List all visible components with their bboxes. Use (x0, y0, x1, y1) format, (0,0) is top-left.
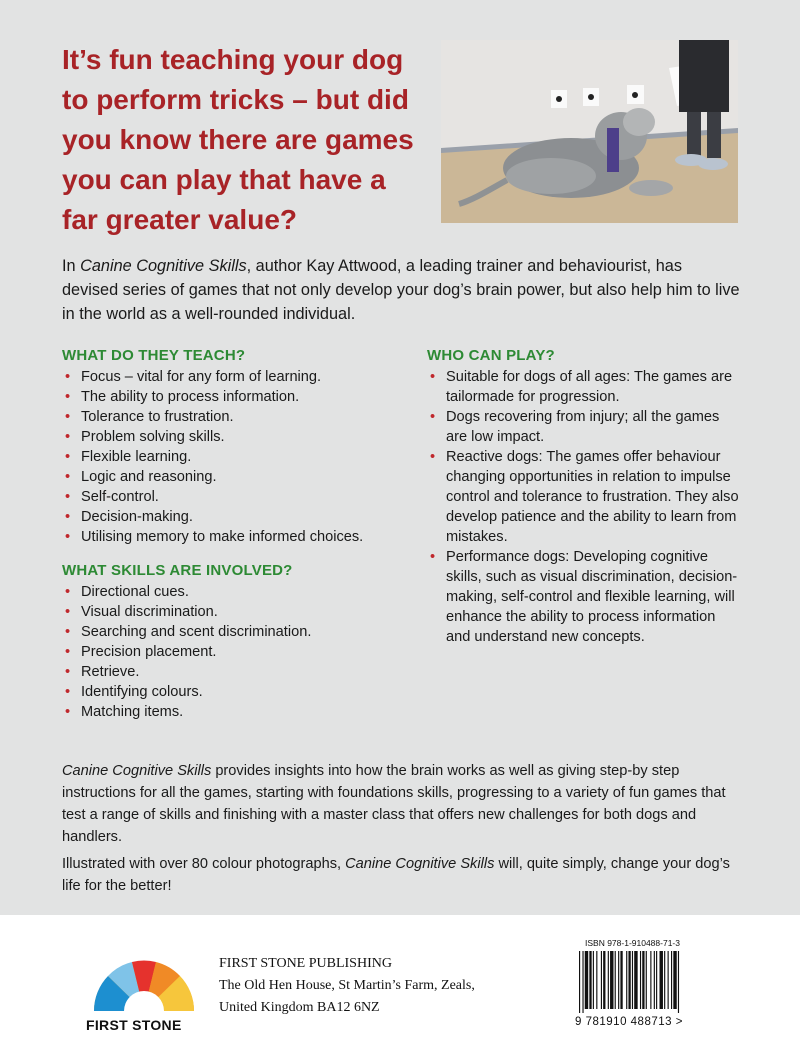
skills-title: WHAT SKILLS ARE INVOLVED? (62, 562, 293, 579)
first-stone-logo-icon (90, 957, 198, 1018)
skills-list (62, 582, 417, 722)
list-item: • Searching and scent discrimination. (62, 622, 417, 642)
intro-book-title: Canine Cognitive Skills (80, 257, 247, 275)
para1-rest: provides insights into how the brain works as well as giving step-by step instructions for all the games, starting with foundations skills, progressing to a variety of fun games that test a range of skills and finishing with a master class that offers new challenges for both dogs and handlers. (62, 763, 726, 845)
barcode-bar (582, 951, 583, 1013)
para1-book-title: Canine Cognitive Skills (62, 763, 212, 779)
list-item: • Utilising memory to make informed choices. (62, 527, 417, 547)
left-column (62, 346, 417, 722)
list-item: • Focus – vital for any form of learning. (62, 367, 417, 387)
para2-rest: will, quite simply, change your dog’s life for the better! (62, 856, 730, 894)
barcode-bar (596, 951, 597, 1009)
who-list (427, 367, 742, 647)
barcode-bar (610, 951, 613, 1009)
logo-text: FIRST STONE (86, 1017, 182, 1033)
barcode-bar (650, 951, 651, 1009)
barcode-bar (640, 951, 641, 1009)
barcode-bar (603, 951, 605, 1009)
list-item: • Visual discrimination. (62, 602, 417, 622)
dog-photo (441, 40, 738, 223)
barcode-bar (634, 951, 637, 1009)
list-item: • Matching items. (62, 702, 417, 722)
barcode (577, 951, 723, 1018)
headline: It’s fun teaching your dog to perform tricks – but did you know there are games you can play that have a far greater value? (62, 44, 414, 235)
publisher-address (219, 953, 475, 1019)
list-item: • Self-control. (62, 487, 417, 507)
barcode-bar (589, 951, 591, 1009)
intro-lead: In (62, 257, 81, 275)
publisher-line: The Old Hen House, St Martin’s Farm, Zeals, (219, 978, 475, 993)
summary-paragraph (62, 760, 742, 848)
barcode-bar (678, 951, 679, 1013)
list-item: • Precision placement. (62, 642, 417, 662)
list-item: • Reactive dogs: The games offer behaviour changing opportunities in relation to impulse control and tolerance to frustration. They also develop patience and the ability to learn from mistakes. (427, 447, 742, 547)
list-item: • Flexible learning. (62, 447, 417, 467)
intro-paragraph (62, 254, 742, 326)
barcode-bar (671, 951, 672, 1009)
teach-title: WHAT DO THEY TEACH? (62, 347, 246, 364)
barcode-bar (608, 951, 609, 1009)
intro-rest: , author Kay Attwood, a leading trainer and behaviourist, has devised series of games that not only develop your dog’s brain power, but also help him to live in the world as a well-rounded individual. (62, 257, 740, 323)
right-column (427, 346, 742, 647)
list-item: • Directional cues. (62, 582, 417, 602)
barcode-bar (628, 951, 630, 1009)
teach-section (62, 346, 417, 547)
barcode-bar (673, 951, 676, 1009)
list-item: • Retrieve. (62, 662, 417, 682)
barcode-bar (585, 951, 588, 1009)
barcode-bar (618, 951, 619, 1009)
barcode-bar (620, 951, 622, 1009)
barcode-bar (579, 951, 580, 1013)
barcode-bar (664, 951, 665, 1009)
barcode-bar (642, 951, 644, 1009)
publisher-line: United Kingdom BA12 6NZ (219, 1000, 380, 1015)
barcode-bar (660, 951, 663, 1009)
barcode-bar (654, 951, 655, 1009)
list-item: • Decision-making. (62, 507, 417, 527)
footer (0, 915, 800, 1046)
list-item: • Dogs recovering from injury; all the games are low impact. (427, 407, 742, 447)
list-item: • Performance dogs: Developing cognitive skills, such as visual discrimination, decision-making, self-control and flexible learning, will enhance the ability to process information and understand new concepts. (427, 547, 742, 647)
list-item: • Problem solving skills. (62, 427, 417, 447)
list-item: • Identifying colours. (62, 682, 417, 702)
barcode-bar (632, 951, 633, 1009)
who-title: WHO CAN PLAY? (427, 347, 555, 364)
list-item: • Suitable for dogs of all ages: The games are tailormade for progression. (427, 367, 742, 407)
closing-paragraph (62, 853, 742, 897)
skills-section (62, 561, 417, 722)
list-item: • The ability to process information. (62, 387, 417, 407)
isbn-text: ISBN 978-1-910488-71-3 (585, 938, 680, 948)
barcode-bar (668, 951, 669, 1009)
barcode-digits: 9 781910 488713 > (575, 1016, 683, 1028)
barcode-bar (601, 951, 602, 1009)
list-item: • Tolerance to frustration. (62, 407, 417, 427)
publisher-line: FIRST STONE PUBLISHING (219, 956, 392, 971)
barcode-bar (593, 951, 594, 1009)
barcode-bar (646, 951, 647, 1009)
para2-lead: Illustrated with over 80 colour photographs, (62, 856, 346, 872)
list-item: • Logic and reasoning. (62, 467, 417, 487)
para2-book-title: Canine Cognitive Skills (345, 856, 495, 872)
teach-list (62, 367, 417, 547)
barcode-bar (615, 951, 616, 1009)
barcode-bar (656, 951, 657, 1009)
barcode-bar (626, 951, 627, 1009)
